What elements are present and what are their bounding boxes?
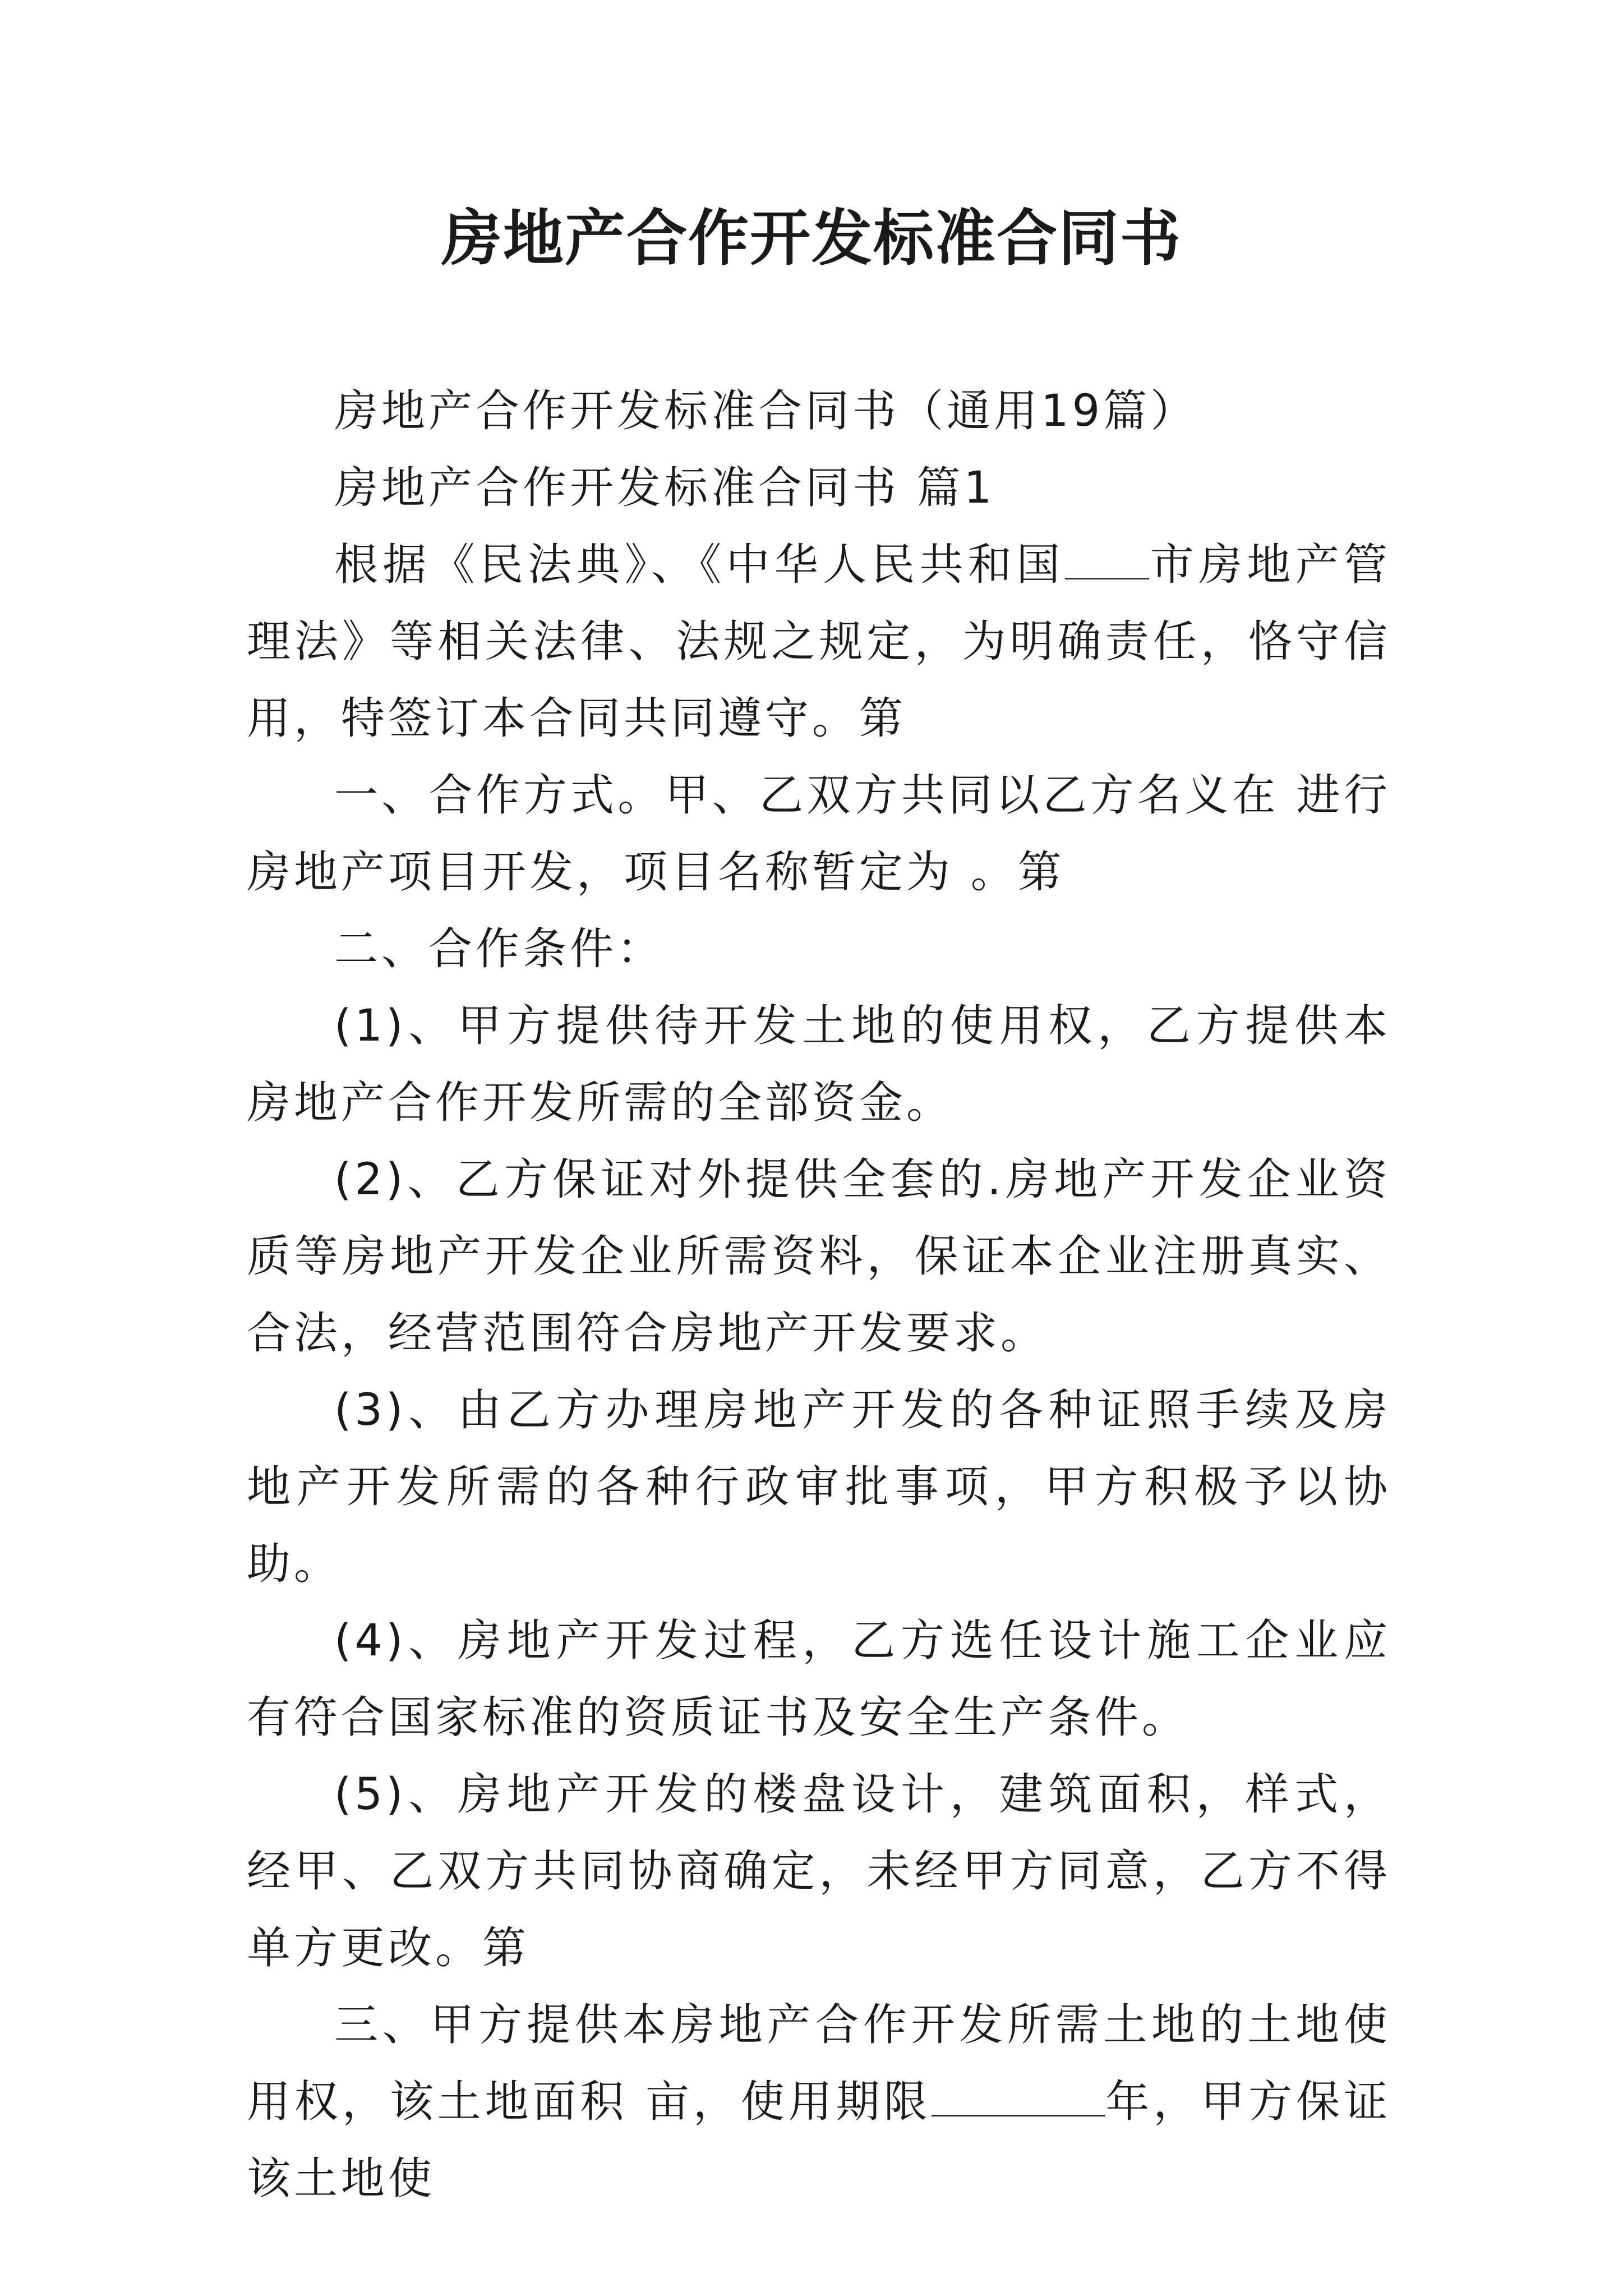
preamble-text-start: 根据《民法典》、《中华人民共和国	[334, 540, 1065, 590]
paragraph-preamble	[247, 527, 1391, 757]
paragraph-condition-2: (2)、乙方保证对外提供全套的.房地产开发企业资质等房地产开发企业所需资料，保证本企业注册真实、合法，经营范围符合房地产开发要求。	[247, 1154, 1391, 1359]
paragraph-condition-4: (4)、房地产开发过程，乙方选任设计施工企业应有符合国家标准的资质证书及安全生产条件。	[247, 1616, 1391, 1743]
term-years-blank	[932, 2076, 1105, 2116]
document-title: 房地产合作开发标准合同书	[441, 203, 1182, 274]
land-text-start: 三、甲方提供本房地产合作开发所需土地的土地使用权，该土地面积 亩，使用期限	[247, 2000, 1391, 2127]
paragraph-land-use-right	[247, 1987, 1391, 2217]
city-blank	[1065, 539, 1149, 579]
subtitle-line: 房地产合作开发标准合同书（通用19篇）	[334, 386, 1198, 436]
land-text-end: 年，甲方保证该土地使	[247, 2077, 1391, 2204]
preamble-text-end: 市房地产管理法》等相关法律、法规之规定，为明确责任，恪守信用，特签订本合同共同遵守。第	[247, 540, 1391, 744]
document-body	[247, 373, 1391, 2217]
paragraph-cooperation-method: 一、合作方式。甲、乙双方共同以乙方名义在 进行房地产项目开发，项目名称暂定为 。第	[247, 770, 1391, 898]
paragraph-cooperation-conditions: 二、合作条件：	[334, 924, 665, 974]
paragraph-condition-5: (5)、房地产开发的楼盘设计，建筑面积，样式，经甲、乙双方共同协商确定，未经甲方同意，乙方不得单方更改。第	[247, 1769, 1391, 1973]
paragraph-condition-1: (1)、甲方提供待开发土地的使用权，乙方提供本房地产合作开发所需的全部资金。	[247, 1001, 1391, 1128]
paragraph-condition-3: (3)、由乙方办理房地产开发的各种证照手续及房地产开发所需的各种行政审批事项，甲方积极予以协助。	[247, 1385, 1391, 1589]
section-heading: 房地产合作开发标准合同书 篇1	[334, 463, 995, 513]
